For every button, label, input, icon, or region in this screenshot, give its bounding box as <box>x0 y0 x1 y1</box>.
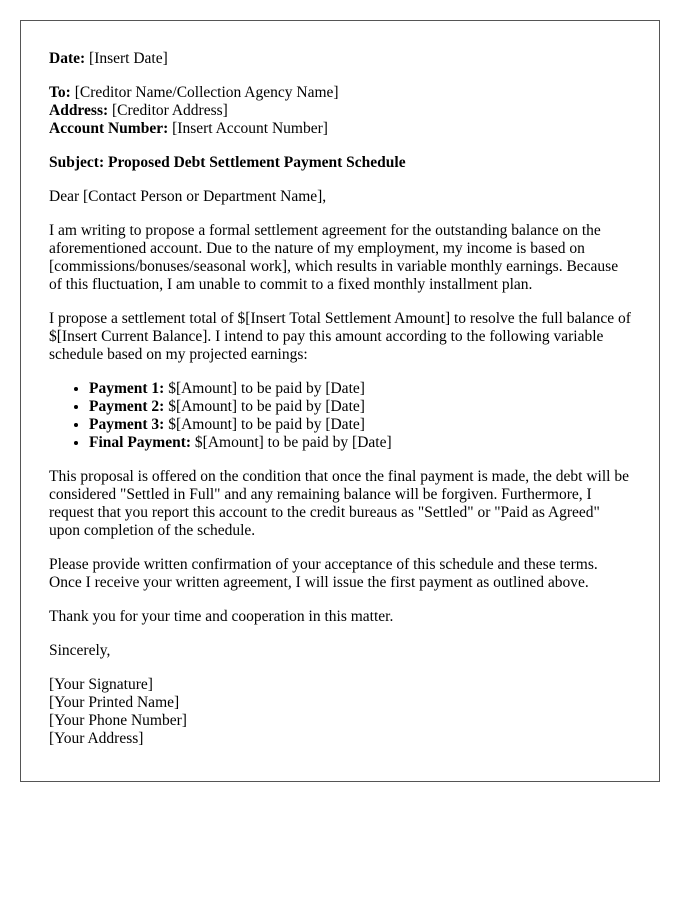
account-line <box>49 120 631 138</box>
payment-label: Final Payment: <box>89 434 192 451</box>
to-label: To: <box>49 84 71 101</box>
to-line <box>49 84 631 102</box>
letter-document <box>20 20 660 782</box>
payment-label: Payment 2: <box>89 398 165 415</box>
phone-line: [Your Phone Number] <box>49 712 187 729</box>
closing: Sincerely, <box>49 642 111 659</box>
signature-block <box>49 676 631 748</box>
payment-label: Payment 1: <box>89 380 165 397</box>
payment-text: $[Amount] to be paid by [Date] <box>164 416 365 433</box>
payment-text: $[Amount] to be paid by [Date] <box>164 398 365 415</box>
date-line <box>49 50 631 68</box>
account-label: Account Number: <box>49 120 169 137</box>
printed-name-line: [Your Printed Name] <box>49 694 180 711</box>
paragraph-4: Please provide written confirmation of your acceptance of this schedule and these terms. Once I receive your written agreement, I will issue the first payment as outlined above. <box>49 556 598 591</box>
payment-label: Payment 3: <box>89 416 165 433</box>
address-value: [Creditor Address] <box>108 102 228 119</box>
payment-item-final <box>89 434 631 452</box>
subject-line <box>49 154 631 172</box>
payment-text: $[Amount] to be paid by [Date] <box>191 434 392 451</box>
payment-item-3 <box>89 416 631 434</box>
subject-text: Subject: Proposed Debt Settlement Payment Schedule <box>49 154 406 171</box>
paragraph-2: I propose a settlement total of $[Insert Total Settlement Amount] to resolve the full balance of $[Insert Current Balance]. I intend to pay this amount according to the following variable schedule based on my projected earnings: <box>49 310 631 363</box>
payment-item-2 <box>89 398 631 416</box>
to-value: [Creditor Name/Collection Agency Name] <box>70 84 339 101</box>
address-line-sig: [Your Address] <box>49 730 144 747</box>
payment-text: $[Amount] to be paid by [Date] <box>164 380 365 397</box>
salutation: Dear [Contact Person or Department Name], <box>49 188 327 205</box>
paragraph-1: I am writing to propose a formal settlement agreement for the outstanding balance on the aforementioned account. Due to the nature of my employment, my income is based on [commissions/bonuses/seasonal work], which results in variable monthly earnings. Because of this fluctuation, I am unable to commit to a fixed monthly installment plan. <box>49 222 619 293</box>
payment-item-1 <box>89 380 631 398</box>
date-value: [Insert Date] <box>85 50 168 67</box>
date-label: Date: <box>49 50 86 67</box>
paragraph-5: Thank you for your time and cooperation in this matter. <box>49 608 394 625</box>
recipient-block <box>49 84 631 138</box>
address-label: Address: <box>49 102 109 119</box>
paragraph-3: This proposal is offered on the condition that once the final payment is made, the debt will be considered "Settled in Full" and any remaining balance will be forgiven. Furthermore, I request that you report this account to the credit bureaus as "Settled" or "Paid as Agreed" upon completion of the schedule. <box>49 468 629 539</box>
signature-line: [Your Signature] <box>49 676 153 693</box>
payment-schedule-list <box>49 380 631 452</box>
address-line <box>49 102 631 120</box>
account-value: [Insert Account Number] <box>168 120 328 137</box>
